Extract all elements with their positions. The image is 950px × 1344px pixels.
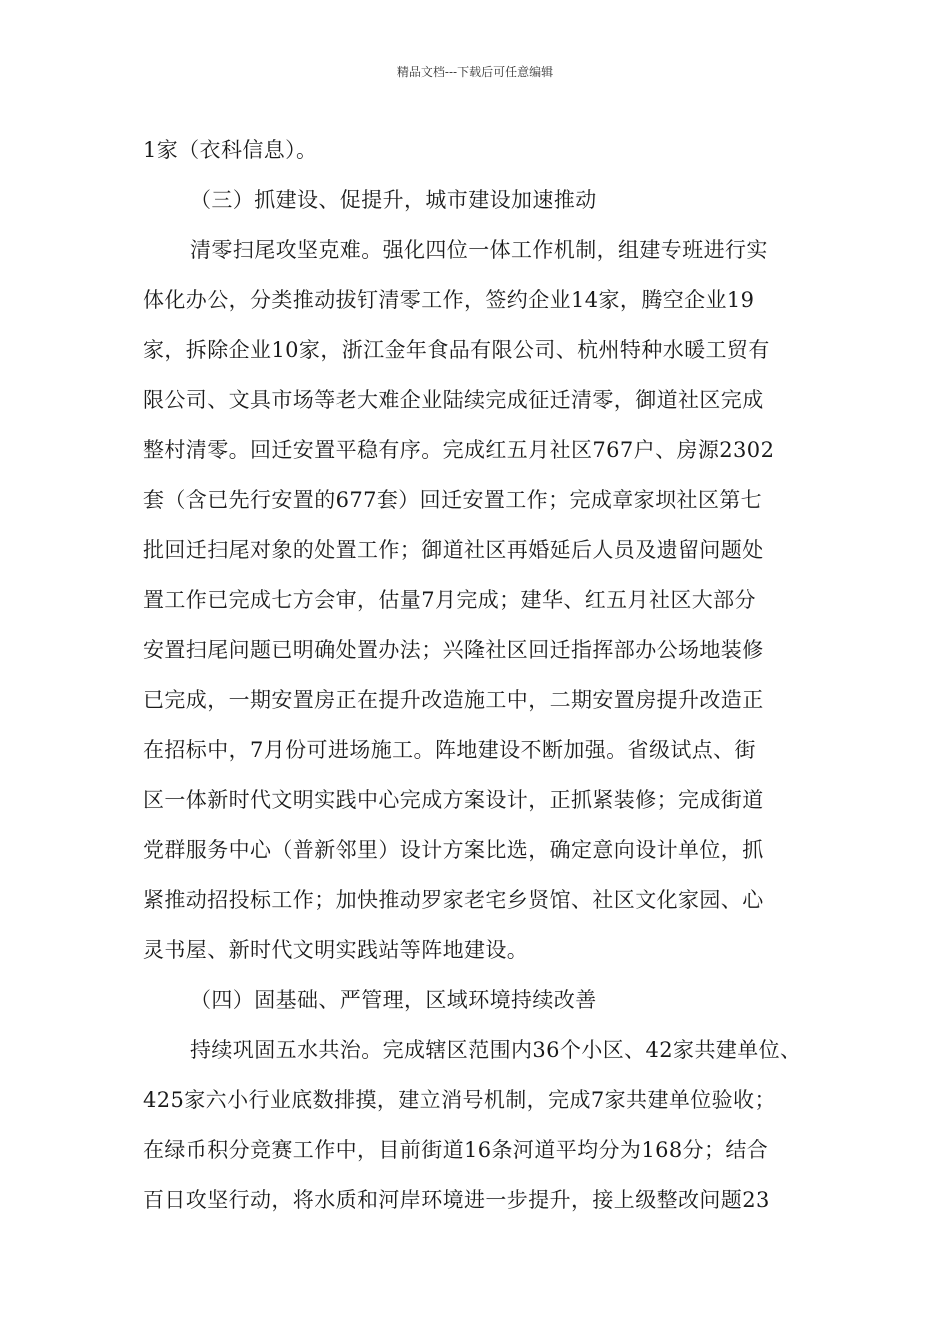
text-line: 灵书屋、新时代文明实践站等阵地建设。: [143, 938, 529, 962]
text-line: 家，拆除企业10家，浙江金年食品有限公司、杭州特种水暖工贸有: [143, 338, 770, 362]
text-line: 区一体新时代文明实践中心完成方案设计，正抓紧装修；完成街道: [143, 788, 764, 812]
text-line: 安置扫尾问题已明确处置办法；兴隆社区回迁指挥部办公场地装修: [143, 638, 764, 662]
page-header: 精品文档---下载后可任意编辑: [396, 65, 554, 79]
text-line: 1家（衣科信息）。: [143, 138, 318, 162]
text-line: 置工作已完成七方会审，估量7月完成；建华、红五月社区大部分: [143, 588, 756, 612]
text-line: 已完成，一期安置房正在提升改造施工中，二期安置房提升改造正: [143, 688, 764, 712]
text-line: 425家六小行业底数排摸，建立消号机制，完成7家共建单位验收；: [143, 1088, 776, 1112]
text-line: 在绿币积分竞赛工作中，目前街道16条河道平均分为168分；结合: [143, 1138, 769, 1162]
section-heading: （四）固基础、严管理，区域环境持续改善: [190, 988, 597, 1012]
text-line: 在招标中，7月份可进场施工。阵地建设不断加强。省级试点、街: [143, 738, 756, 762]
text-line: 体化办公，分类推动拔钉清零工作，签约企业14家，腾空企业19: [143, 288, 755, 312]
text-line: 套（含已先行安置的677套）回迁安置工作；完成章家坝社区第七: [143, 488, 763, 512]
text-line: 批回迁扫尾对象的处置工作；御道社区再婚延后人员及遗留问题处: [143, 538, 764, 562]
text-line: 整村清零。回迁安置平稳有序。完成红五月社区767户、房源2302: [143, 438, 775, 462]
text-line: 党群服务中心（普新邻里）设计方案比选，确定意向设计单位，抓: [143, 838, 764, 862]
text-line: 紧推动招投标工作；加快推动罗家老宅乡贤馆、社区文化家园、心: [143, 888, 764, 912]
text-line: 限公司、文具市场等老大难企业陆续完成征迁清零，御道社区完成: [143, 388, 764, 412]
section-heading: （三）抓建设、促提升，城市建设加速推动: [190, 188, 597, 212]
text-line: 持续巩固五水共治。完成辖区范围内36个小区、42家共建单位、: [190, 1038, 802, 1062]
text-line: 百日攻坚行动，将水质和河岸环境进一步提升，接上级整改问题23: [143, 1188, 770, 1212]
text-line: 清零扫尾攻坚克难。强化四位一体工作机制，组建专班进行实: [190, 238, 768, 262]
